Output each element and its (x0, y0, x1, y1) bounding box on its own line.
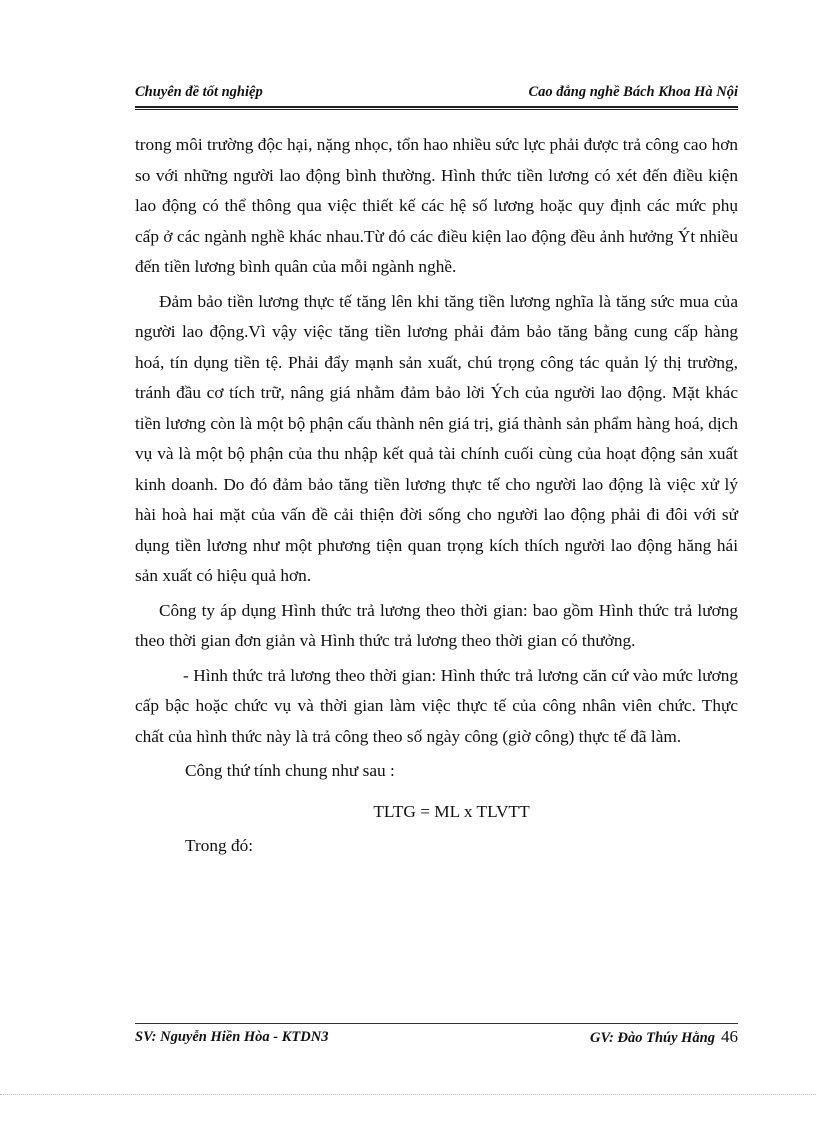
formula: TLTG = ML x TLVTT (373, 801, 530, 821)
paragraph-3: Công ty áp dụng Hình thức trả lương theo thời gian: bao gồm Hình thức trả lương theo thời gian đơn giản và Hình thức trả lương theo thời gian có thưởng. (135, 600, 738, 650)
header-rule (135, 106, 738, 108)
header-rule-thin (135, 109, 738, 110)
paragraph-2: Đảm bảo tiền lương thực tế tăng lên khi tăng tiền lương nghĩa là tăng sức mua của người lao động.Vì vậy việc tăng tiền lương phải đảm bảo tăng bằng cung cấp hàng hoá, tín dụng tiền tệ. Phải đẩy mạnh sản xuất, chú trọng công tác quản lý thị trường, tránh đầu cơ tích trữ, nâng giá nhằm đảm bảo lời Ých của người lao động. Mặt khác tiền lương còn là một bộ phận cấu thành nên giá trị, giá thành sản phẩm hàng hoá, dịch vụ và là một bộ phận của thu nhập kết quả tài chính cuối cùng của hoạt động sản xuất kinh doanh. Do đó đảm bảo tăng tiền lương thực tế cho người lao động là việc xử lý hài hoà hai mặt của vấn đề cải thiện đời sống cho người lao động phải đi đôi với sử dụng tiền lương như một phương tiện quan trọng kích thích người lao động hăng hái sản xuất có hiệu quả hơn. (135, 291, 738, 585)
paragraph-where: Trong đó: (185, 836, 254, 855)
page-header (135, 84, 738, 106)
page-footer (135, 1027, 738, 1049)
footer-student: SV: Nguyễn Hiền Hòa - KTDN3 (135, 1029, 329, 1045)
header-left-title: Chuyên đề tốt nghiệp (135, 84, 263, 100)
paragraph-1: trong môi trường độc hại, nặng nhọc, tổn hao nhiều sức lực phải được trả công cao hơn so với những người lao động bình thường. Hình thức tiền lương có xét đến điều kiện lao động có thể thông qua việc thiết kế các hệ số lương hoặc quy định các mức phụ cấp ở các ngành nghề khác nhau.Từ đó các điều kiện lao động đều ảnh hưởng Ýt nhiều đến tiền lương bình quân của mỗi ngành nghề. (135, 135, 738, 276)
footer-teacher: GV: Đào Thúy Hằng (589, 1030, 715, 1046)
page-body (135, 130, 738, 862)
page-break-line (0, 1094, 816, 1095)
paragraph-formula-intro: Công thứ tính chung như sau : (185, 761, 395, 780)
footer-rule (135, 1023, 738, 1024)
header-right-title: Cao đẳng nghề Bách Khoa Hà Nội (528, 84, 738, 100)
footer-right (590, 1027, 738, 1047)
paragraph-4: - Hình thức trả lương theo thời gian: Hình thức trả lương căn cứ vào mức lương cấp bậc hoặc chức vụ và thời gian làm việc thực tế của công nhân viên chức. Thực chất của hình thức này là trả công theo số ngày công (giờ công) thực tế đã làm. (135, 665, 738, 746)
page-number: 46 (721, 1027, 738, 1046)
